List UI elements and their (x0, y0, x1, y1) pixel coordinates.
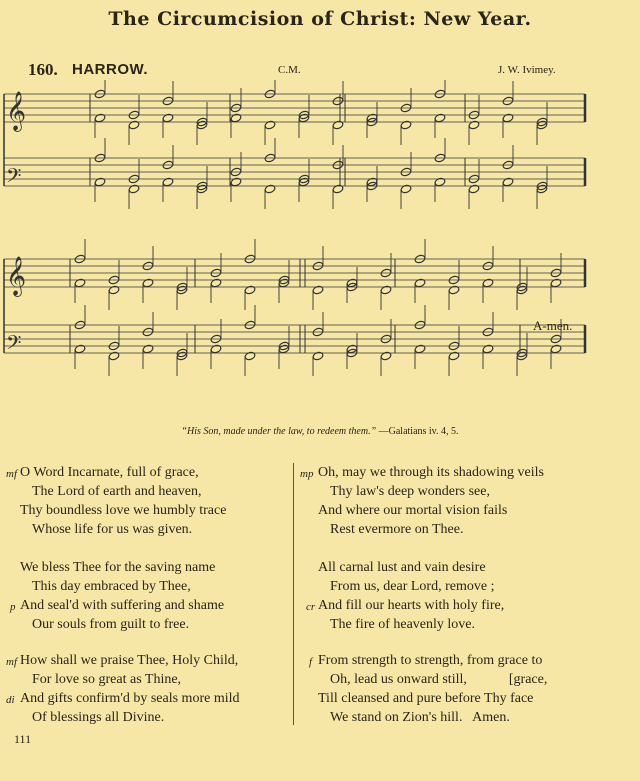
stanza-line: Till cleansed and pure before Thy face (318, 691, 534, 706)
note-head (332, 120, 344, 130)
page-header-title: The Circumcision of Christ: New Year. (108, 8, 532, 30)
stanza-4 (300, 463, 544, 539)
stanza-line: We bless Thee for the saving name (20, 560, 216, 575)
stanza-line: For love so great as Thine, (32, 672, 182, 687)
note-head (380, 351, 392, 361)
dynamic-mark: di (6, 694, 15, 706)
stanza-line: Oh, lead us onward still, [grace, (330, 672, 548, 687)
note-head (162, 113, 174, 123)
stanza-line: All carnal lust and vain desire (318, 560, 486, 575)
scripture-reference: —Galatians iv. 4, 5. (378, 426, 459, 437)
stanza-3 (6, 651, 240, 727)
note-head (468, 184, 480, 194)
note-head (230, 177, 242, 187)
stanza-5 (306, 558, 505, 634)
stanza-line: From us, dear Lord, remove ; (330, 579, 495, 594)
note-head (414, 344, 426, 354)
stanza-line: Whose life for us was given. (32, 522, 193, 537)
note-head (264, 120, 276, 130)
treble-clef-icon: 𝄞 (6, 256, 27, 296)
note-head (502, 177, 514, 187)
stanza-line: Thy boundless love we humbly trace (20, 503, 227, 518)
note-head (550, 278, 562, 288)
stanza-line: Rest evermore on Thee. (330, 522, 464, 537)
amen-label: A-men. (533, 318, 573, 333)
note-head (448, 285, 460, 295)
dynamic-mark: p (10, 601, 16, 613)
note-head (312, 351, 324, 361)
hymn-heading (28, 60, 608, 80)
music-score (0, 80, 640, 390)
stanza-line: We stand on Zion's hill. Amen. (330, 710, 510, 725)
note-head (244, 351, 256, 361)
note-head (128, 184, 140, 194)
stanza-line: mf How shall we praise Thee, Holy Child, (20, 651, 240, 670)
stanza-line: Of blessings all Divine. (32, 710, 165, 725)
note-head (448, 351, 460, 361)
stanza-1 (6, 463, 227, 539)
note-head (244, 285, 256, 295)
note-head (380, 285, 392, 295)
note-head (142, 344, 154, 354)
dynamic-mark: mf (6, 468, 17, 480)
note-head (142, 278, 154, 288)
note-head (128, 120, 140, 130)
note-head (162, 177, 174, 187)
stanza-line: Our souls from guilt to free. (32, 617, 190, 632)
dynamic-mark: mp (300, 468, 314, 480)
stanza-line: f From strength to strength, from grace to (318, 651, 547, 670)
stanza-6 (309, 651, 548, 727)
note-head (230, 113, 242, 123)
note-head (434, 177, 446, 187)
dynamic-mark: f (309, 656, 313, 668)
note-head (332, 184, 344, 194)
note-head (210, 344, 222, 354)
stanza-line: mf O Word Incarnate, full of grace, (20, 463, 226, 482)
note-head (400, 184, 412, 194)
composer: J. W. Ivimey. (498, 64, 556, 76)
page-number: 111 (14, 732, 32, 746)
stanza-line: cr And fill our hearts with holy fire, (318, 596, 504, 615)
note-head (482, 344, 494, 354)
scripture-text: “His Son, made under the law, to redeem them.” (181, 426, 377, 437)
note-head (434, 113, 446, 123)
note-head (74, 344, 86, 354)
note-head (108, 351, 120, 361)
note-head (210, 278, 222, 288)
dynamic-mark: cr (306, 601, 316, 613)
column-divider (293, 463, 294, 725)
dynamic-mark: mf (6, 656, 17, 668)
meter: C.M. (278, 64, 301, 76)
note-head (312, 285, 324, 295)
note-head (94, 113, 106, 123)
stanza-line: p And seal'd with suffering and shame (20, 596, 224, 615)
stanza-line: di And gifts confirm'd by seals more mild (20, 689, 240, 708)
stanza-line: The fire of heavenly love. (330, 617, 475, 632)
hymn-number: 160. (28, 60, 58, 79)
note-head (482, 278, 494, 288)
scripture-quote (0, 426, 640, 437)
note-head (400, 120, 412, 130)
stanza-line: And where our mortal vision fails (318, 503, 508, 518)
note-head (108, 285, 120, 295)
stanza-line: mp Oh, may we through its shadowing veils (318, 463, 544, 482)
bass-clef-icon: 𝄢 (6, 331, 22, 359)
note-head (502, 113, 514, 123)
stanza-line: Thy law's deep wonders see, (330, 484, 490, 499)
stanza-2 (10, 558, 225, 634)
note-head (468, 120, 480, 130)
note-head (550, 344, 562, 354)
stanza-line: The Lord of earth and heaven, (32, 484, 202, 499)
treble-clef-icon: 𝄞 (6, 91, 27, 131)
tune-name: HARROW. (72, 61, 148, 78)
note-head (74, 278, 86, 288)
stanza-line: This day embraced by Thee, (32, 579, 191, 594)
note-head (264, 184, 276, 194)
bass-clef-icon: 𝄢 (6, 164, 22, 192)
note-head (414, 278, 426, 288)
note-head (94, 177, 106, 187)
